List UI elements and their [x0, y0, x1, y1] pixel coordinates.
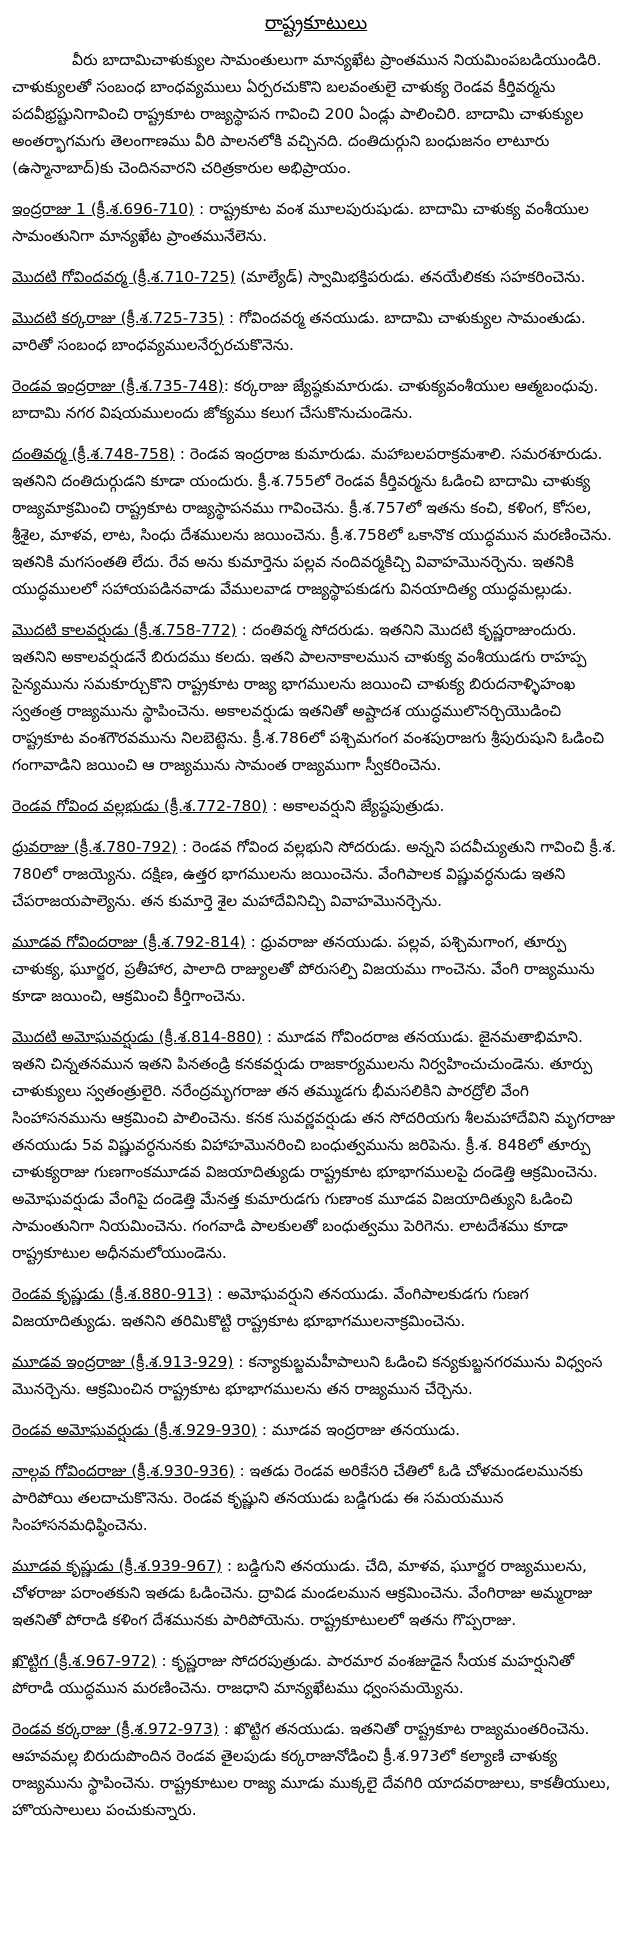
ruler-entry — [12, 1281, 620, 1335]
ruler-heading: మూడవ ఇంద్రరాజు (క్రీ.శ.913-929) — [12, 1353, 234, 1371]
ruler-entry — [12, 1716, 620, 1824]
ruler-heading: రెండవ గోవింద వల్లభుడు (క్రీ.శ.772-780) — [12, 797, 268, 815]
ruler-heading: ఇంద్రరాజు 1 (క్రీ.శ.696-710) — [12, 200, 195, 218]
ruler-heading: మొదటి కాలవర్షుడు (క్రీ.శ.758-772) — [12, 621, 237, 639]
ruler-entry — [12, 305, 620, 359]
ruler-description: : అమోఘవర్షుని తనయుడు. వేంగిపాలకుడగు గుణగ విజయాదిత్యుడు. ఇతనిని తరిమికొట్టి రాష్ట్రకూట భూభాగములనాక్రమించెను. — [12, 1285, 529, 1330]
ruler-heading: ధ్రువరాజు (క్రీ.శ.780-792) — [12, 838, 178, 856]
ruler-description: : రాష్ట్రకూట వంశ మూలపురుషుడు. బాదామి చాళుక్య వంశీయుల సామంతునిగా మాన్యఖేట ప్రాంతమునేలెను. — [12, 200, 589, 245]
ruler-entry — [12, 1417, 620, 1444]
ruler-entry — [12, 1024, 620, 1267]
ruler-list — [12, 196, 620, 1824]
document-title: రాష్ట్రకూటులు — [264, 12, 368, 34]
ruler-heading: మొదటి అమోఘవర్షుడు (క్రీ.శ.814-880) — [12, 1028, 262, 1046]
ruler-heading: మూడవ గోవిందరాజు (క్రీ.శ.792-814) — [12, 933, 246, 951]
ruler-description: : గోవిందవర్మ తనయుడు. బాదామి చాళుక్యుల సామంతుడు. వారితో సంబంధ బాంధవ్యములనేర్పరచుకొనెను. — [12, 309, 586, 354]
ruler-entry — [12, 1458, 620, 1539]
ruler-entry — [12, 1349, 620, 1403]
intro-paragraph: వీరు బాదామిచాళుక్యుల సామంతులుగా మాన్యఖేట ప్రాంతమున నియమింపబడియుండిరి. చాళుక్యులతో సంబంధ బాంధవ్యములు ఏర్పరచుకొని బలవంతులై చాళుక్య రెండవ కీర్తివర్మను పదవీభ్రష్టునిగావించి రాష్ట్రకూట రాజ్యస్థాపన గావించి 200 ఏండ్లు పాలించిరి. బాదామి చాళుక్యుల అంతర్భాగమగు తెలంగాణము వీరి పాలనలోకి వచ్చినది. దంతిదుర్గుని బంధుజనం లాటూరు (ఉస్మానాబాద్)కు చెందినవారని చరిత్రకారుల అభిప్రాయం. — [12, 51, 602, 177]
ruler-heading: మొదటి గోవిందవర్మ (క్రీ.శ.710-725) — [12, 268, 236, 286]
ruler-heading: రెండవ ఇంద్రరాజు (క్రీ.శ.735-748) — [12, 377, 224, 395]
ruler-description: : ధ్రువరాజు తనయుడు. పల్లవ, పశ్చిమగాంగ, తూర్పు చాళుక్య, ఘూర్జర, ప్రతీహార, పాలాది రాజ్యులతో పోరుసల్పి విజయము గాంచెను. వేంగి రాజ్యమును కూడా జయించి, ఆక్రమించి కీర్తిగాంచెను. — [12, 933, 595, 1005]
ruler-entry — [12, 441, 620, 603]
ruler-description: : బడ్డిగుని తనయుడు. చేది, మాళవ, ఘూర్జర రాజ్యములను, చోళరాజు పరాంతకుని ఇతడు ఓడించెను. ద్రావిడ మండలమున ఆక్రమించెను. వేంగిరాజు అమ్మరాజు ఇతనితో పోరాడి కళింగ దేశమునకు పారిపోయెను. రాష్ట్రకూటులలో ఇతను గొప్పరాజు. — [12, 1557, 593, 1629]
ruler-description: : కృష్ణరాజు సోదరపుత్రుడు. పారమార వంశజుడైన సీయక మహర్షునితో పోరాడి యుద్ధమున మరణించెను. రాజధాని మాన్యఖేటము ధ్వంసమయ్యెను. — [12, 1652, 575, 1697]
ruler-description: : ఖొట్టిగ తనయుడు. ఇతనితో రాష్ట్రకూట రాజ్యమంతరించెను. ఆహవమల్ల బిరుదుపొందిన రెండవ తైలపుడు కర్కరాజునోడించి క్రీ.శ.973లో కల్యాణి చాళుక్య రాజ్యమును స్థాపించెను. రాష్ట్రకూటుల రాజ్య మూడు ముక్కలై దేవగిరి యాదవరాజులు, కాకతీయులు, హొయసాలులు పంచుకున్నారు. — [12, 1720, 611, 1819]
ruler-heading: నాల్గవ గోవిందరాజు (క్రీ.శ.930-936) — [12, 1462, 235, 1480]
ruler-description: : మూడవ ఇంద్రరాజు తనయుడు. — [256, 1421, 461, 1439]
ruler-description: (మాల్యేడ్) స్వామిభక్తిపరుడు. తనయేలికకు సహకరించెను. — [235, 268, 586, 286]
ruler-heading: మొదటి కర్కరాజు (క్రీ.శ.725-735) — [12, 309, 224, 327]
ruler-description: : కన్యాకుబ్జమహీపాలుని ఓడించి కన్యకుబ్జనగరమును విధ్వంస మొనర్చెను. ఆక్రమించిన రాష్ట్రకూట భూభాగములను తన రాజ్యమున చేర్చెను. — [12, 1353, 603, 1398]
ruler-entry — [12, 617, 620, 779]
ruler-description: : ఇతడు రెండవ అరికేసరి చేతిలో ఓడి చోళమండలమునకు పారిపోయి తలదాచుకొనెను. రెండవ కృష్ణుని తనయుడు బడ్డిగుడు ఈ సమయమున సింహాసనమధిష్ఠించెను. — [12, 1462, 583, 1534]
ruler-entry — [12, 373, 620, 427]
ruler-description: : కర్కరాజు జ్యేష్ఠకుమారుడు. చాళుక్యవంశీయుల ఆత్మబంధువు. బాదామి నగర విషయములందు జోక్యము కలుగ చేసుకొనుచుండెను. — [12, 377, 599, 422]
ruler-entry — [12, 196, 620, 250]
ruler-description: : రెండవ ఇంద్రరాజ కుమారుడు. మహాబలపరాక్రమశాలి. సమరశూరుడు. ఇతనిని దంతిదుర్గుడని కూడా యందురు. క్రీ.శ.755లో రెండవ కీర్తివర్మను ఓడించి బాదామి చాళుక్య రాజ్యమాక్రమించి రాష్ట్రకూట రాజ్యస్థాపనము గావించెను. క్రీ.శ.757లో ఇతను కంచి, కళింగ, కోసల, శ్రీశైల, మాళవ, లాట, సింధు దేశములను జయించెను. క్రీ.శ.758లో ఒకానొక యుద్ధమున మరణించెను. ఇతనికి మగసంతతి లేదు. రేవ అను కుమార్తెను పల్లవ నందివర్మకిచ్చి వివాహమొనర్చెను. ఇతనికి యుద్ధములలో సహాయపడినవాడు వేములవాడ రాజ్యస్థాపకుడగు వినయాదిత్య యుద్ధమల్లుడు. — [12, 445, 612, 598]
ruler-description: : అకాలవర్షుని జ్యేష్ఠపుత్రుడు. — [267, 797, 445, 815]
ruler-entry — [12, 834, 620, 915]
ruler-description: : రెండవ గోవింద వల్లభుని సోదరుడు. అన్నని పదవీచ్యుతుని గావించి క్రీ.శ. 780లో రాజయ్యెను. దక్షిణ, ఉత్తర భాగములను జయించెను. వేంగిపాలక విష్ణువర్ధనుడు ఇతని చేపరాజయపాల్యెను. తన కుమార్తె శైల మహాదేవినిచ్చి వివాహమొనర్చెను. — [12, 838, 617, 910]
ruler-description: : దంతివర్మ సోదరుడు. ఇతనిని మొదటి కృష్ణరాజుందురు. ఇతనిని అకాలవర్షుడనే బిరుదము కలదు. ఇతని పాలనాకాలమున చాళుక్య వంశీయుడగు రాహప్ప సైన్యమును సమకూర్చుకొని రాష్ట్రకూట రాజ్య భాగములను జయించి చాళుక్య బిరుదనాళ్ళిహంఖ స్వతంత్ర రాజ్యమును స్థాపించెను. అకాలవర్షుడు ఇతనితో అష్టాదశ యుద్ధములొనర్చియొడించి రాష్ట్రకూట వంశగౌరవమును నిలబెట్టెను. క్రీ.శ.786లో పశ్చిమగంగ వంశపురాజగు శ్రీపురుషుని ఓడించి గంగావాడిని జయించి ఆ రాజ్యమును సామంత రాజ్యముగా స్వీకరించెను. — [12, 621, 605, 774]
ruler-heading: రెండవ కర్కరాజు (క్రీ.శ.972-973) — [12, 1720, 219, 1738]
ruler-entry — [12, 264, 620, 291]
ruler-entry — [12, 793, 620, 820]
ruler-heading: మూడవ కృష్ణుడు (క్రీ.శ.939-967) — [12, 1557, 222, 1575]
ruler-heading: ఖొట్టిగ (క్రీ.శ.967-972) — [12, 1652, 157, 1670]
ruler-entry — [12, 1553, 620, 1634]
ruler-heading: రెండవ కృష్ణుడు (క్రీ.శ.880-913) — [12, 1285, 213, 1303]
ruler-entry — [12, 1648, 620, 1702]
ruler-heading: దంతివర్మ (క్రీ.శ.748-758) — [12, 445, 175, 463]
ruler-entry — [12, 929, 620, 1010]
ruler-description: : మూడవ గోవిందరాజ తనయుడు. జైనమతాభిమాని. ఇతని చిన్నతనమున ఇతని పినతండ్రి కనకవర్షుడు రాజకార్యములను నిర్వహించుచుండెను. తూర్పు చాళుక్యులు స్వతంత్రులైరి. నరేంద్రమృగరాజు తన తమ్ముడగు భీమసలికిని పారద్రోలి వేంగి సింహాసనమును ఆక్రమించి పాలించెను. కనక సువర్ణవర్షుడు తన సోదరియగు శీలమహాదేవిని మృగరాజు తనయుడు 5వ విష్ణువర్ధనునకు విహాహమొనరించి బంధుత్వమును జరిపెను. క్రీ.శ. 848లో తూర్పు చాళుక్యరాజు గుణగాంకమూడవ విజయాదిత్యుడు రాష్ట్రకూట భూభాగములపై దండెత్తి ఆక్రమించెను. అమోఘవర్షుడు వేంగిపై దండెత్తి మేనత్త కుమారుడగు గుణాంక మూడవ విజయాదిత్యుని ఓడించి సామంతునిగా నియమించెను. గంగవాడి పాలకులతో బంధుత్వము పెరిగెను. లాటదేశము కూడా రాష్ట్రకూటుల అధీనమలోయుండెను. — [12, 1028, 615, 1262]
ruler-heading: రెండవ అమోఘవర్షుడు (క్రీ.శ.929-930) — [12, 1421, 257, 1439]
